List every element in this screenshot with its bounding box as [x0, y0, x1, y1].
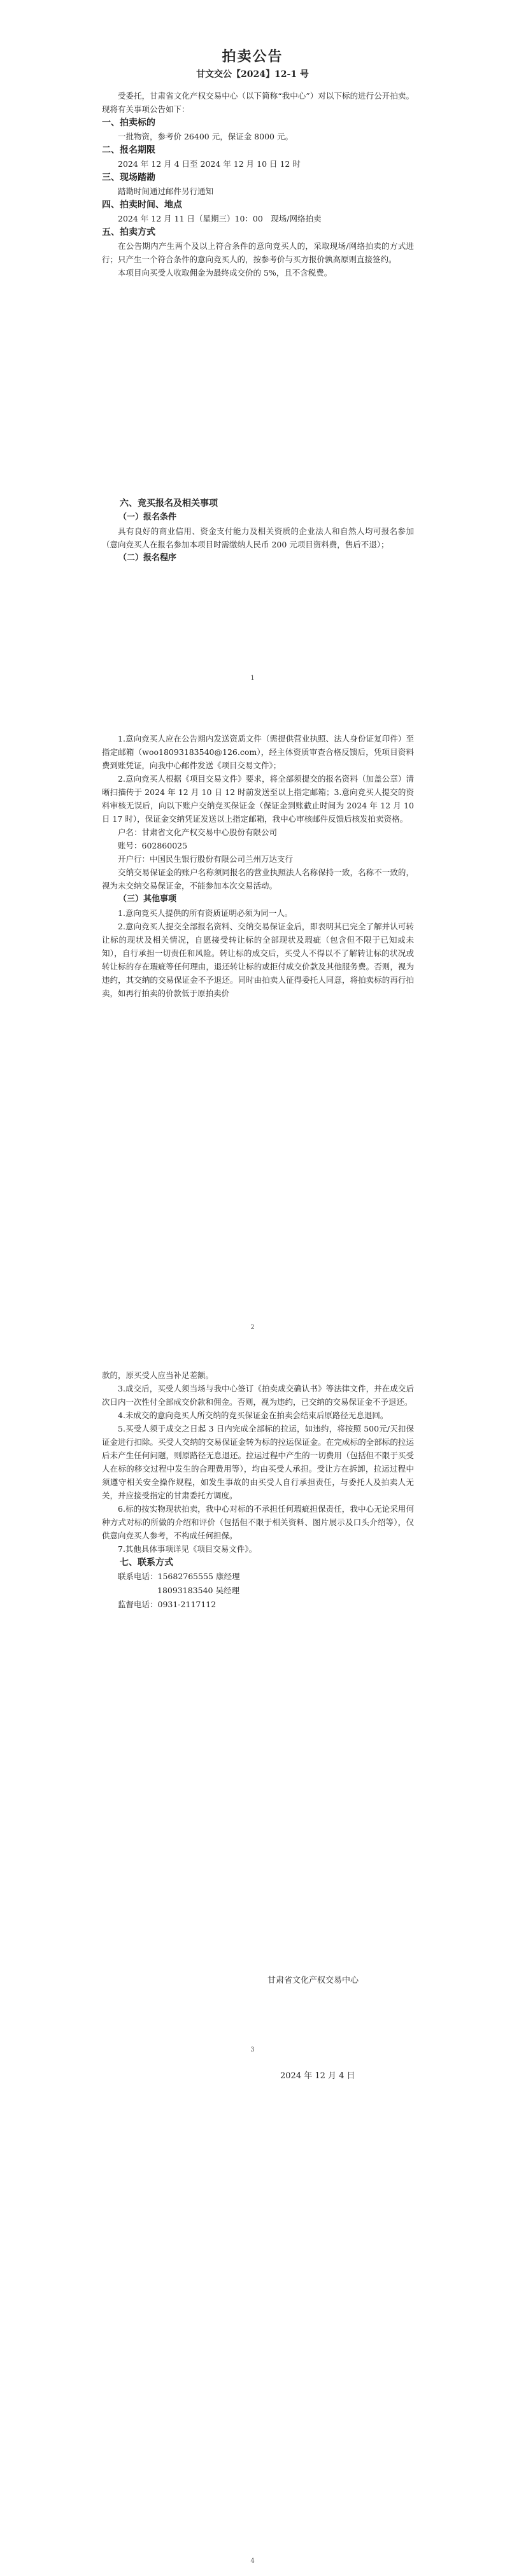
- contact-phone-2: 18093183540 吴经理: [157, 1586, 239, 1595]
- registration-steps: [102, 732, 414, 1000]
- section-1-text: 一批物资，参考价 26400 元，保证金 8000 元。: [118, 132, 293, 141]
- account-note: 交纳交易保证金的账户名称须同报名的营业执照法人名称保持一致，名称不一致的，视为未交纳交易保证金，不能参加本次交易活动。: [102, 868, 414, 890]
- intro-section: [102, 89, 414, 279]
- section-3-text: 踏勘时间通过邮件另行通知: [118, 187, 214, 196]
- contact-phone: [102, 1570, 414, 1584]
- step-item: 2.意向竞买人根据《项目交易文件》要求，将全部须提交的报名资料（加盖公章）清晰扫描传于 2024 年 12 月 10 日 12 时前发送至以上指定邮箱；3.意向竞买人提交的资料审核无误后，向以下账户交纳竞买保证金（保证金到账截止时间为 2024 年 12 月 10 日 17 时），保证金交纳凭证发送以上指定邮箱，我中心审核邮件反馈后核发拍卖资格。: [102, 774, 414, 824]
- section-4-heading: 四、拍卖时间、地点: [102, 200, 182, 210]
- section-2-heading: 二、报名期限: [102, 145, 155, 155]
- other-item: 4.未成交的意向竞买人所交纳的竞买保证金在拍卖会结束后原路径无息退回。: [118, 1411, 388, 1420]
- bank-name: 开户行：中国民生银行股份有限公司兰州万达支行: [118, 854, 294, 864]
- section-1-heading: 一、拍卖标的: [102, 118, 155, 128]
- contact-phone-1: 15682765555 康经理: [157, 1572, 240, 1581]
- section-6-sub-2-heading: （二）报名程序: [118, 553, 177, 563]
- section-4-text: 2024 年 12 月 11 日（星期三）10：00 现场/网络拍卖: [118, 214, 322, 223]
- other-item: 2.意向竞买人提交全部报名资料、交纳交易保证金后，即表明其已完全了解并认可转让标的现状及相关情况，自愿接受转让标的全部现状及瑕疵（包含但不限于已知或未知），自行承担一切责任和风险。转让标的成交后，买受人不得以不了解转让标的状况或转让标的存在瑕疵等任何理由，退还转让标的或拒付成交价款及其他服务费。否则，视为违约，其交纳的交易保证金不予退还。同时由拍卖人征得委托人同意，将拍卖标的再行拍卖，如再行拍卖的价款低于原拍卖价: [102, 922, 414, 998]
- page-number: 2: [250, 1324, 255, 1331]
- other-item: 5.买受人须于成交之日起 3 日内完成全部标的拉运，如违约，将按照 500元/天扣保证金进行扣除。买受人交纳的交易保证金转为标的拉运保证金。在完成标的全部标的拉运后未产生任何问题，则原路径无息退还。拉运过程中产生的一切费用（包括但不限于买受人在标的移交过程中发生的合理费用等），均由买受人承担。受让方在拆卸，拉运过程中须遵守相关安全操作规程，如发生事故的由买受人自行承担责任，与委托人及拍卖人无关，并应接受指定的甘肃委托方调度。: [102, 1424, 414, 1500]
- section-3-heading: 三、现场踏勘: [102, 172, 155, 183]
- page-number: 3: [250, 2046, 255, 2053]
- document-number: 甘文交公【2024】12-1 号: [196, 69, 309, 80]
- section-6-sub-3-heading: （三）其他事项: [118, 894, 177, 904]
- other-item: 7.其他具体事项详见《项目交易文件》。: [118, 1544, 257, 1554]
- other-item: 3.成交后，买受人须当场与我中心签订《拍卖成交确认书》等法律文件，并在成交后次日内一次性付全部成交价款和佣金。否则，视为违约，已交纳的交易保证金不予退还。: [102, 1384, 414, 1407]
- supervise-phone: 监督电话：0931-2117112: [118, 1600, 217, 1609]
- section-6-sub-1-heading: （一）报名条件: [118, 512, 177, 522]
- issuer-signature: 甘肃省文化产权交易中心: [267, 1976, 359, 1985]
- other-item: 款的，原买受人应当补足差额。: [102, 1370, 214, 1380]
- other-item: 1.意向竞买人提供的所有资质证明必须为同一人。: [118, 908, 293, 918]
- document-title: 拍卖公告: [222, 48, 283, 65]
- account-name: 户名：甘肃省文化产权交易中心股份有限公司: [118, 827, 278, 837]
- other-item: 6.标的按实物现状拍卖，我中心对标的不承担任何瑕疵担保责任，我中心无论采用何种方式对标的所做的介绍和评价（包括但不限于相关资料、图片展示及口头介绍等），仅供意向竞买人参考，不构成任何担保。: [102, 1504, 414, 1540]
- section-6-sub-1-text: 具有良好的商业信用、资金支付能力及相关资质的企业法人和自然人均可报名参加（意向竞买人在报名参加本项目时需缴纳人民币 200 元项目资料费，售后不退）；: [102, 526, 414, 549]
- section-6-part-1: [102, 496, 414, 565]
- section-5-paragraph-1: 在公告期内产生两个及以上符合条件的意向竞买人的，采取现场/网络拍卖的方式进行；只产生一个符合条件的意向竞买人的，按参考价与买方报价孰高原则直接签约。: [102, 241, 414, 264]
- intro-paragraph: 受委托，甘肃省文化产权交易中心（以下简称“我中心”）对以下标的进行公开拍卖。现将有关事项公告如下：: [102, 91, 414, 114]
- section-7-heading: 七、联系方式: [120, 1558, 173, 1568]
- page-number: 4: [250, 2558, 255, 2565]
- section-6-heading: 六、竞买报名及相关事项: [120, 498, 218, 509]
- issue-date: 2024 年 12 月 4 日: [280, 2071, 355, 2081]
- other-items-continued: [102, 1369, 414, 1612]
- account-number: 账号：602860025: [118, 841, 188, 850]
- section-5-heading: 五、拍卖方式: [102, 227, 155, 237]
- section-5-paragraph-2: 本项目向买受人收取佣金为最终成交价的 5%，且不含税费。: [118, 268, 332, 278]
- section-2-text: 2024 年 12 月 4 日至 2024 年 12 月 10 日 12 时: [118, 159, 301, 169]
- contact-phone-label: 联系电话：: [118, 1572, 158, 1581]
- page-number: 1: [250, 675, 255, 682]
- step-item: 1.意向竞买人应在公告期内发送资质文件（需提供营业执照、法人身份证复印件）至指定邮箱（woo18093183540@126.com），经主体资质审查合格反馈后，凭项目资料费到账凭证，向我中心邮件发送《项目交易文件》；: [102, 734, 414, 770]
